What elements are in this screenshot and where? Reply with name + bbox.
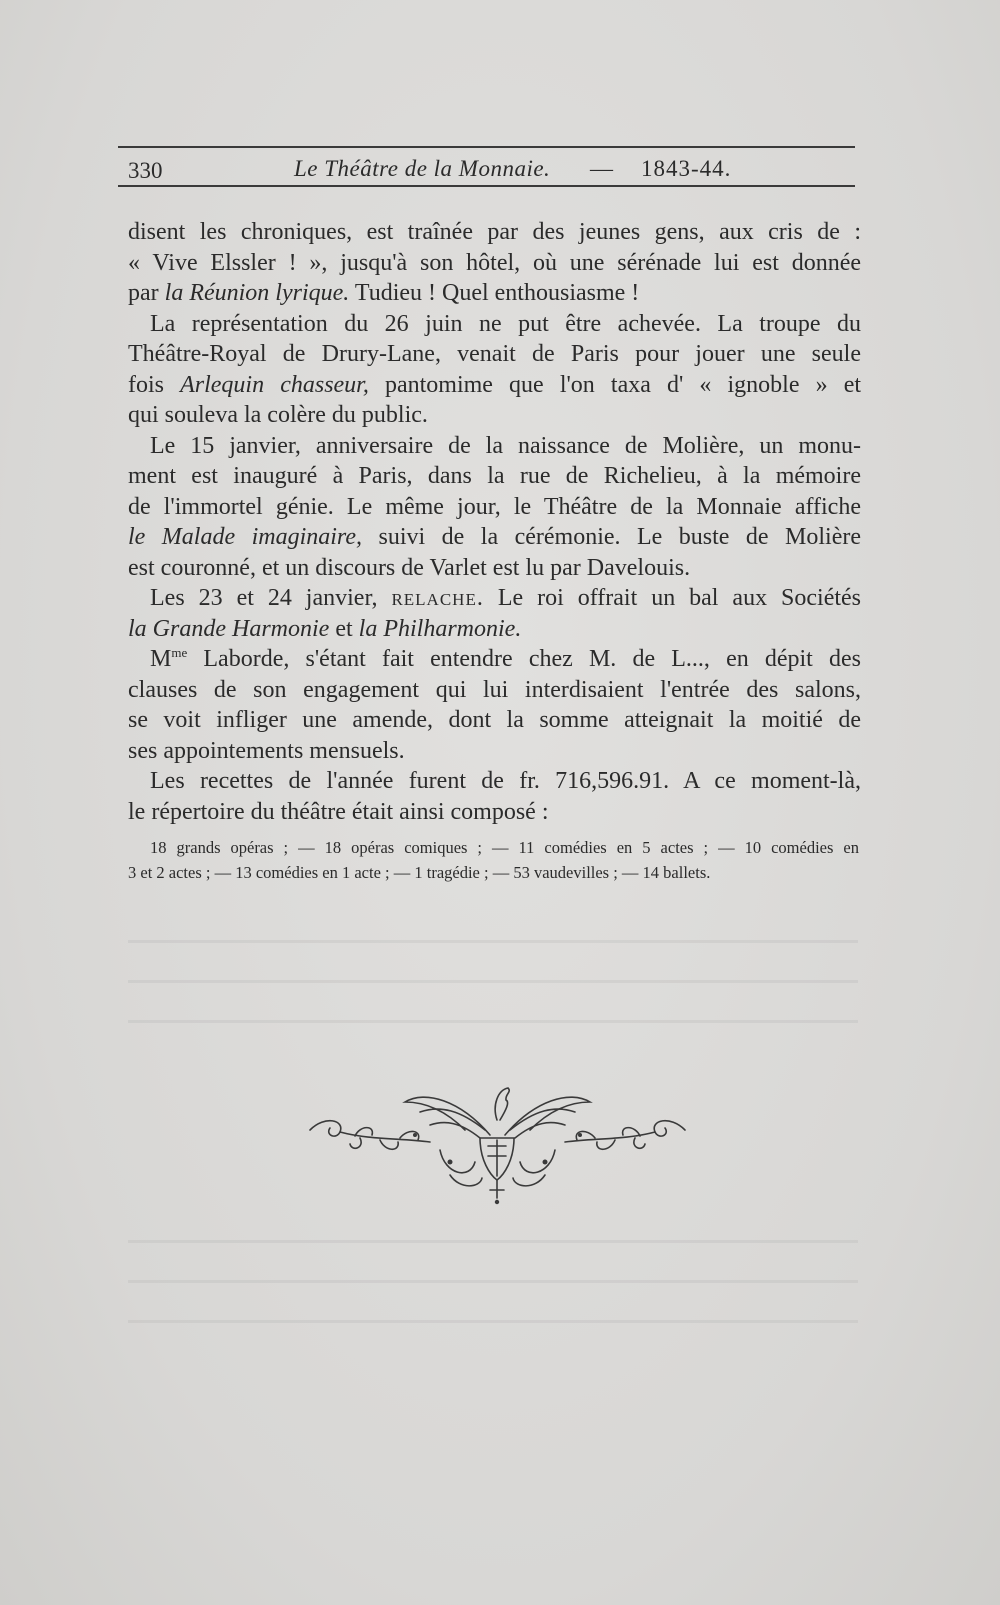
note-line: 3 et 2 actes ; — 13 comédies en 1 acte ; — 1 tragédie ; — 53 vaudevilles ; — 14 ballets. — [128, 862, 711, 882]
eagle-vignette-icon — [300, 1080, 695, 1210]
italic-title: la Réunion lyrique. — [164, 280, 350, 306]
italic-title: la Grande Harmonie — [128, 615, 330, 642]
text-line: La représentation du 26 juin ne put être achevée. La troupe du — [150, 310, 861, 337]
text-line: Les 23 et 24 janvier, relache. Le roi offrait un bal aux Sociétés — [150, 585, 862, 611]
relache-label: relache. — [391, 585, 484, 611]
text-line: $M^{me}$ Laborde, s'étant fait entendre chez M. de L..., en dépit des — [150, 645, 861, 672]
bleed-through — [128, 1320, 858, 1323]
text-line: ment est inauguré à Paris, dans la rue de Richelieu, à la mémoire — [128, 463, 861, 489]
main-text — [128, 217, 861, 827]
repertoire-note — [128, 836, 859, 885]
bleed-through — [128, 940, 858, 943]
header-years: 1843-44. — [641, 156, 732, 181]
text-line: le Malade imaginaire, suivi de la cérémonie. Le buste de Molière — [128, 524, 862, 550]
superscript: me — [171, 645, 188, 660]
text-line: la Grande Harmonie et la Philharmonie. — [128, 615, 522, 642]
italic-title: la Philharmonie. — [358, 615, 522, 642]
text-line: par la Réunion lyrique. Tudieu ! Quel enthousiasme ! — [128, 280, 640, 306]
bleed-through — [128, 1280, 858, 1283]
text-line: Théâtre-Royal de Drury-Lane, venait de Paris pour jouer une seule — [128, 341, 861, 367]
bleed-through — [128, 980, 858, 983]
text-line: Les recettes de l'année furent de fr. 716,596.91. A ce moment-là, — [150, 768, 861, 794]
text-line: disent les chroniques, est traînée par des jeunes gens, aux cris de : — [128, 219, 861, 245]
header-rule-bottom — [118, 185, 855, 187]
text-line: clauses de son engagement qui lui interdisaient l'entrée des salons, — [128, 676, 861, 703]
italic-title: Arlequin chasseur, — [180, 371, 369, 398]
text-line: est couronné, et un discours de Varlet est lu par Davelouis. — [128, 554, 691, 581]
note-line: 18 grands opéras ; — 18 opéras comiques ; — 11 comédies en 5 actes ; — 10 comédies en — [150, 838, 859, 857]
header-rule-top — [118, 146, 855, 148]
italic-title: le Malade imaginaire, — [128, 524, 363, 550]
running-header — [128, 154, 851, 184]
header-dash: — — [590, 156, 613, 181]
text-line: Le 15 janvier, anniversaire de la naissance de Molière, un monu- — [150, 432, 861, 459]
text-line: « Vive Elssler ! », jusqu'à son hôtel, où une sérénade lui est donnée — [128, 249, 861, 276]
running-title: Le Théâtre de la Monnaie. — [294, 156, 551, 181]
page-number: 330 — [128, 158, 163, 183]
text-line: le répertoire du théâtre était ainsi composé : — [128, 798, 549, 825]
text-line: qui souleva la colère du public. — [128, 402, 428, 428]
bleed-through — [128, 1020, 858, 1023]
bleed-through — [128, 1240, 858, 1243]
text-line: se voit infliger une amende, dont la somme atteignait la moitié de — [128, 707, 861, 733]
text-line: fois Arlequin chasseur, pantomime que l'on taxa d' « ignoble » et — [128, 371, 862, 398]
text-line: ses appointements mensuels. — [128, 737, 405, 764]
text-line: de l'immortel génie. Le même jour, le Théâtre de la Monnaie affiche — [128, 493, 861, 520]
